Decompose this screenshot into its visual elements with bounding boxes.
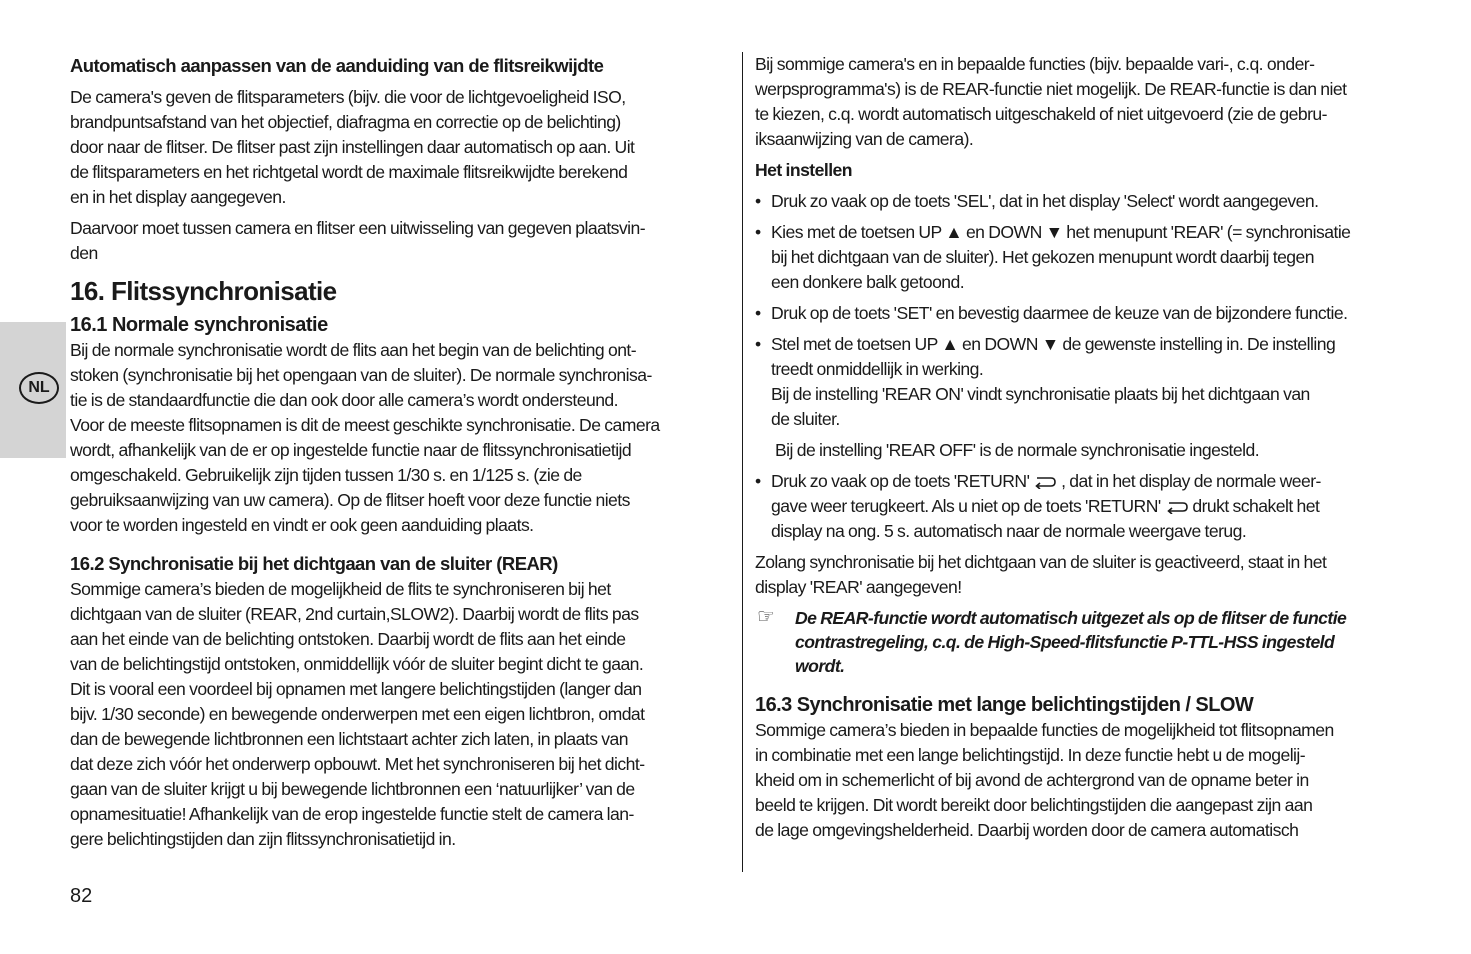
text-line: Sommige camera’s bieden de mogelijkheid de flits te synchroniseren bij het [70, 579, 611, 599]
subsection-heading-16-2: 16.2 Synchronisatie bij het dichtgaan van de sluiter (REAR) [70, 553, 558, 574]
text-line: Daarvoor moet tussen camera en flitser een uitwisseling van gegeven plaatsvin- [70, 218, 646, 238]
text-line: omgeschakeld. Gebruikelijk zijn tijden tussen 1/30 s. en 1/125 s. (zie de [70, 465, 582, 485]
text-line: den [70, 243, 98, 263]
auto-paragraph-2 [70, 216, 732, 266]
section-heading-16: 16. Flitssynchronisatie [70, 276, 337, 306]
paragraph-16-3 [755, 718, 1417, 843]
subsection-heading-16-1: 16.1 Normale synchronisatie [70, 314, 328, 336]
instruction-bullet-4 [755, 332, 1417, 432]
text-line: tie is de standaardfunctie die dan ook door alle camera’s wordt ondersteund. [70, 390, 619, 410]
text-line: Bij de instelling 'REAR ON' vindt synchronisatie plaats bij het dichtgaan van [771, 384, 1310, 404]
left-column [70, 52, 732, 852]
text-fragment: drukt schakelt het [1192, 496, 1320, 516]
bullet-dot: • [755, 222, 761, 242]
text-line: display na ong. 5 s. automatisch naar de normale weergave terug. [771, 521, 1247, 541]
text-line: kheid om in schemerlicht of bij avond de achtergrond van de opname beter in [755, 770, 1309, 790]
text-line: voor te worden ingesteld en vindt er ook geen aanduiding plaats. [70, 515, 534, 535]
subsection-heading-16-3: 16.3 Synchronisatie met lange belichtingstijden / SLOW [755, 694, 1254, 716]
bullet-dot: • [755, 191, 761, 211]
text-line: een donkere balk getoond. [771, 272, 965, 292]
paragraph-16-2 [70, 577, 732, 852]
text-line: in combinatie met een lange belichtingstijd. In deze functie hebt u de mogelij- [755, 745, 1306, 765]
text-line [771, 469, 1417, 494]
rear-off-line: Bij de instelling 'REAR OFF' is de normale synchronisatie ingesteld. [775, 440, 1260, 460]
text-line: gebruiksaanwijzing van uw camera). Op de flitser hoeft voor deze functie niets [70, 490, 630, 510]
text-line: Druk zo vaak op de toets 'SEL', dat in het display 'Select' wordt aangegeven. [771, 191, 1319, 211]
text-line: door naar de flitser. De flitser past zijn instellingen daar automatisch op aan. Uit [70, 137, 635, 157]
instruction-bullet-2 [755, 220, 1417, 295]
text-line: te kiezen, c.q. wordt automatisch uitgeschakeld of niet uitgevoerd (zie de gebru- [755, 104, 1327, 124]
text-line: bijv. 1/30 seconde) en bewegende onderwerpen met een eigen lichtbron, omdat [70, 704, 645, 724]
text-line: de sluiter. [771, 409, 840, 429]
text-line: dat deze zich vóór het onderwerp opbouwt. Met het synchroniseren bij het dicht- [70, 754, 645, 774]
text-line: Stel met de toetsen UP ▲ en DOWN ▼ de gewenste instelling in. De instelling [771, 334, 1336, 354]
het-instellen-heading: Het instellen [755, 160, 852, 180]
column-divider [742, 52, 743, 872]
text-line: wordt, afhankelijk van de er op ingestelde functie naar de flitssynchronisatietijd [70, 440, 632, 460]
text-line: de flitsparameters en het richtgetal wordt de maximale flitsreikwijdte berekend [70, 162, 628, 182]
note-rear-disabled [755, 606, 1417, 678]
text-line: Bij de normale synchronisatie wordt de flits aan het begin van de belichting ont- [70, 340, 637, 360]
text-line: display 'REAR' aangegeven! [755, 577, 962, 597]
text-fragment: Druk zo vaak op de toets 'RETURN' [771, 471, 1034, 491]
text-line: treedt onmiddellijk in werking. [771, 359, 984, 379]
text-line: bij het dichtgaan van de sluiter). Het gekozen menupunt wordt daarbij tegen [771, 247, 1315, 267]
right-column [755, 52, 1417, 843]
heading-auto-range: Automatisch aanpassen van de aanduiding van de flitsreikwijdte [70, 55, 604, 76]
text-line: de lage omgevingshelderheid. Daarbij worden door de camera automatisch [755, 820, 1299, 840]
bullet-dot: • [755, 471, 761, 491]
return-key-icon [1033, 475, 1057, 489]
text-line: aan het einde van de belichting ontstoken. Daarbij wordt de flits aan het einde [70, 629, 626, 649]
text-line: iksaanwijzing van de camera). [755, 129, 974, 149]
text-line: Dit is vooral een voordeel bij opnamen met langere belichtingstijden (langer dan [70, 679, 642, 699]
pointing-hand-icon: ☞ [757, 606, 775, 628]
text-line: opnamesituatie! Afhankelijk van de erop ingestelde functie stelt de camera lan- [70, 804, 634, 824]
text-line: Druk op de toets 'SET' en bevestig daarmee de keuze van de bijzondere functie. [771, 303, 1348, 323]
text-line: Sommige camera’s bieden in bepaalde functies de mogelijkheid tot flitsopnamen [755, 720, 1334, 740]
rear-active-paragraph [755, 550, 1417, 600]
text-line: De camera's geven de flitsparameters (bijv. die voor de lichtgevoeligheid ISO, [70, 87, 626, 107]
text-line: van de belichtingstijd ontstoken, onmiddellijk vóór de sluiter begint dicht te gaan. [70, 654, 644, 674]
text-line: Bij sommige camera's en in bepaalde functies (bijv. bepaalde vari-, c.q. onder- [755, 54, 1315, 74]
rear-intro-paragraph [755, 52, 1417, 152]
text-line: werpsprogramma's) is de REAR-functie niet mogelijk. De REAR-functie is dan niet [755, 79, 1347, 99]
text-line: gere belichtingstijden dan zijn flitssynchronisatietijd in. [70, 829, 456, 849]
page-number: 82 [70, 885, 93, 907]
text-line: brandpuntsafstand van het objectief, diafragma en correctie op de belichting) [70, 112, 621, 132]
text-line: contrastregeling, c.q. de High-Speed-flitsfunctie P-TTL-HSS ingesteld [795, 632, 1335, 652]
paragraph-16-1 [70, 338, 732, 538]
instruction-bullet-3 [755, 301, 1417, 326]
text-fragment: , dat in het display de normale weer- [1061, 471, 1321, 491]
auto-paragraph-1 [70, 85, 732, 210]
text-fragment: gave weer terugkeert. Als u niet op de toets 'RETURN' [771, 496, 1165, 516]
instruction-bullet-1 [755, 189, 1417, 214]
text-line: wordt. [795, 656, 845, 676]
text-line: beeld te krijgen. Dit wordt bereikt door belichtingstijden die aangepast zijn aan [755, 795, 1313, 815]
text-line: De REAR-functie wordt automatisch uitgezet als op de flitser de functie [795, 608, 1347, 628]
text-line: Voor de meeste flitsopnamen is dit de meest geschikte synchronisatie. De camera [70, 415, 660, 435]
text-line: dichtgaan van de sluiter (REAR, 2nd curtain,SLOW2). Daarbij wordt de flits pas [70, 604, 639, 624]
instruction-bullet-5 [755, 469, 1417, 544]
text-line [771, 494, 1417, 519]
text-line: dan de bewegende lichtbronnen een lichtstaart achter zich laten, in plaats van [70, 729, 629, 749]
text-line: en in het display aangegeven. [70, 187, 286, 207]
text-line: gaan van de sluiter krijgt u bij bewegende lichtbronnen een ‘natuurlijker’ van de [70, 779, 635, 799]
text-line: Kies met de toetsen UP ▲ en DOWN ▼ het menupunt 'REAR' (= synchronisatie [771, 222, 1351, 242]
language-badge: NL [19, 372, 59, 404]
bullet-dot: • [755, 303, 761, 323]
bullet-dot: • [755, 334, 761, 354]
text-line: stoken (synchronisatie bij het opengaan van de sluiter). De normale synchronisa- [70, 365, 652, 385]
return-key-icon [1165, 500, 1189, 514]
text-line: Zolang synchronisatie bij het dichtgaan van de sluiter is geactiveerd, staat in het [755, 552, 1327, 572]
